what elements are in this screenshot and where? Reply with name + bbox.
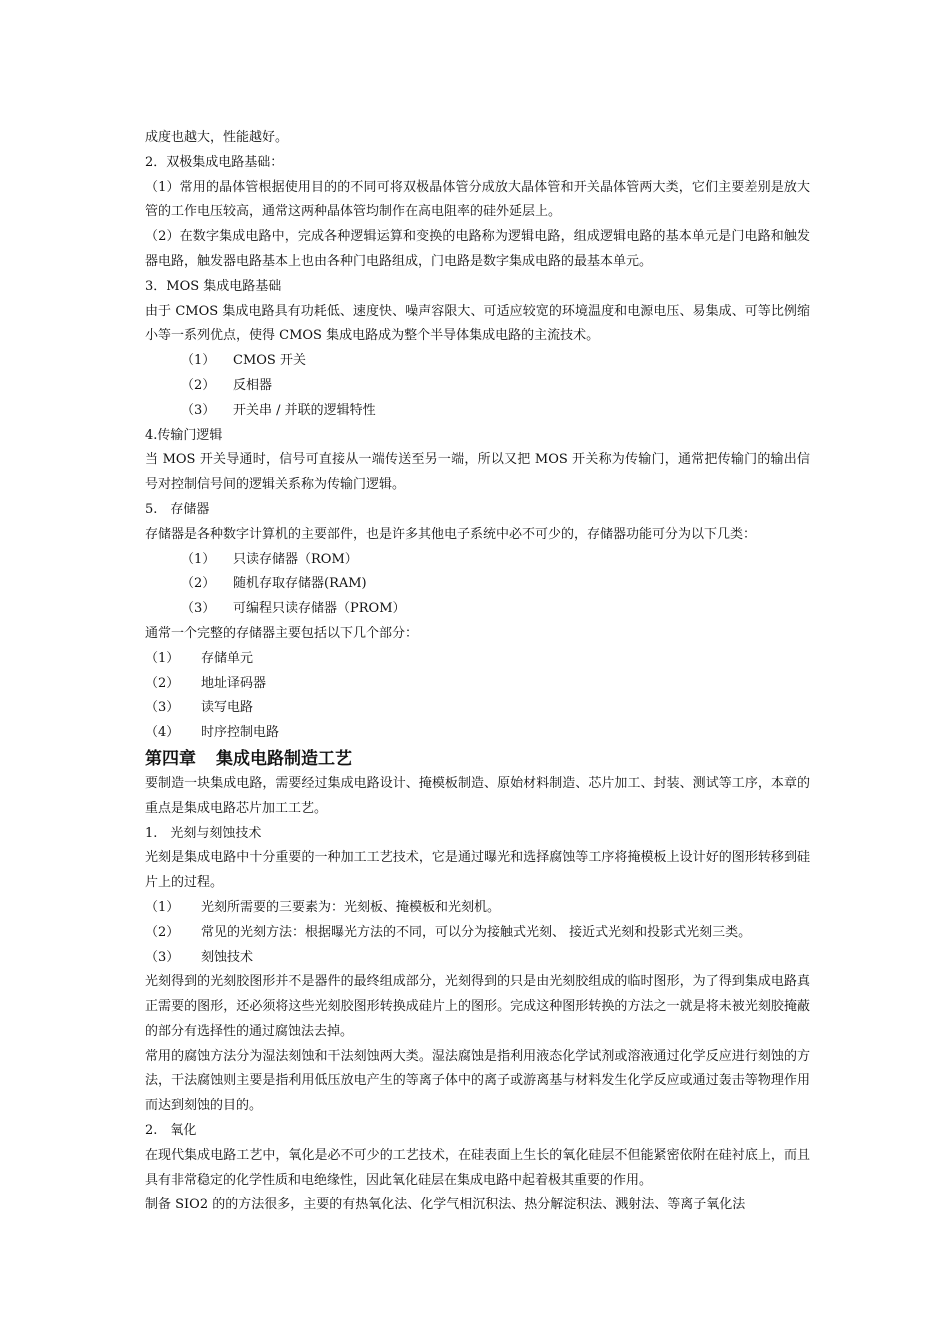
list-number: （2） — [145, 675, 180, 691]
list-number: （1） — [181, 353, 216, 369]
paragraph-continuation: 成度也越大，性能越好。 — [145, 130, 289, 145]
paragraph-etching-2: 常用的腐蚀方法分为湿法刻蚀和干法刻蚀两大类。湿法腐蚀是指利用液态化学试剂或溶液通过化学反应进行刻蚀的方法，干法腐蚀则主要是指利用低压放电产生的等离子体中的离子或游离基与材料发生化学反应或通过轰击等物理作用而达到刻蚀的目的。 — [145, 1048, 810, 1114]
list-item — [145, 374, 810, 399]
list-item — [145, 572, 810, 597]
list-item — [145, 597, 810, 622]
paragraph-bipolar-2: （2）在数字集成电路中，完成各种逻辑运算和变换的电路称为逻辑电路，组成逻辑电路的基本单元是门电路和触发器电路，触发器电路基本上也由各种门电路组成，门电路是数字集成电路的最基本单元。 — [145, 229, 810, 269]
paragraph-etching-1: 光刻得到的光刻胶图形并不是器件的最终组成部分，光刻得到的只是由光刻胶组成的临时图形，为了得到集成电路真正需要的图形，还必须将这些光刻胶图形转换成硅片上的图形。完成这种图形转换的方法之一就是将未被光刻胶掩蔽的部分有选择性的通过腐蚀法去掉。 — [145, 974, 810, 1039]
list-text: CMOS 开关 — [233, 353, 306, 369]
list-number: （2） — [181, 377, 216, 393]
list-number: （3） — [181, 601, 216, 617]
list-item — [145, 349, 810, 374]
list-text: 地址译码器 — [201, 675, 267, 691]
heading-transmission-gate: 4.传输门逻辑 — [145, 427, 223, 443]
list-text: 可编程只读存储器（PROM） — [233, 601, 406, 617]
list-text: 光刻所需要的三要素为：光刻板、掩模板和光刻机。 — [201, 899, 501, 915]
list-item — [145, 721, 810, 746]
list-text: 反相器 — [233, 377, 273, 393]
list-item — [145, 696, 810, 721]
paragraph-sio2: 制备 SIO2 的的方法很多，主要的有热氧化法、化学气相沉积法、热分解淀积法、溅射法、等离子氧化法 — [145, 1197, 746, 1213]
list-number: （3） — [181, 402, 216, 418]
list-item — [145, 921, 810, 946]
list-item — [145, 548, 810, 573]
heading-bipolar: 2．双极集成电路基础： — [145, 154, 284, 170]
list-text: 只读存储器（ROM） — [233, 551, 358, 567]
chapter-title: 集成电路制造工艺 — [216, 748, 352, 769]
list-text: 开关串 / 并联的逻辑特性 — [233, 402, 376, 418]
list-number: （2） — [145, 924, 180, 940]
document-body — [145, 126, 810, 1218]
list-number: （1） — [181, 551, 216, 567]
list-text: 刻蚀技术 — [201, 949, 254, 965]
heading-lithography: 1. 光刻与刻蚀技术 — [145, 825, 262, 841]
heading-oxidation: 2. 氧化 — [145, 1123, 197, 1139]
list-number: （1） — [145, 899, 180, 915]
list-text: 读写电路 — [201, 700, 254, 716]
paragraph-mos: 由于 CMOS 集成电路具有功耗低、速度快、噪声容限大、可适应较宽的环境温度和电源电压、易集成、可等比例缩小等一系列优点，使得 CMOS 集成电路成为整个半导体集成电路的主流技术。 — [145, 303, 810, 344]
chapter-heading — [145, 746, 810, 772]
paragraph-chapter-intro: 要制造一块集成电路，需要经过集成电路设计、掩模板制造、原始材料制造、芯片加工、封装、测试等工序，本章的重点是集成电路芯片加工工艺。 — [145, 775, 810, 816]
list-item — [145, 647, 810, 672]
list-item — [145, 672, 810, 697]
list-number: （2） — [181, 576, 216, 592]
list-text: 随机存取存储器(RAM) — [233, 576, 367, 592]
list-number: （3） — [145, 700, 180, 716]
list-number: （1） — [145, 650, 180, 666]
list-text: 常见的光刻方法：根据曝光方法的不同，可以分为接触式光刻、 接近式光刻和投影式光刻三类。 — [201, 924, 752, 940]
heading-mos: 3．MOS 集成电路基础 — [145, 278, 282, 294]
heading-memory: 5. 存储器 — [145, 501, 210, 517]
list-item — [145, 946, 810, 971]
paragraph-memory: 存储器是各种数字计算机的主要部件，也是许多其他电子系统中必不可少的，存储器功能可分为以下几类： — [145, 526, 757, 542]
paragraph-bipolar-1: （1）常用的晶体管根据使用目的的不同可将双极晶体管分成放大晶体管和开关晶体管两大类，它们主要差别是放大管的工作电压较高，通常这两种晶体管均制作在高电阻率的硅外延层上。 — [145, 179, 810, 220]
paragraph-lithography: 光刻是集成电路中十分重要的一种加工工艺技术，它是通过曝光和选择腐蚀等工序将掩模板上设计好的图形转移到硅片上的过程。 — [145, 850, 810, 891]
paragraph-memory-parts: 通常一个完整的存储器主要包括以下几个部分： — [145, 625, 419, 641]
paragraph-oxidation: 在现代集成电路工艺中，氧化是必不可少的工艺技术，在硅表面上生长的氧化硅层不但能紧密依附在硅衬底上，而且具有非常稳定的化学性质和电绝缘性，因此氧化硅层在集成电路中起着极其重要的作用。 — [145, 1147, 810, 1188]
chapter-number: 第四章 — [145, 748, 196, 769]
list-number: （4） — [145, 725, 180, 741]
paragraph-transmission-gate: 当 MOS 开关导通时，信号可直接从一端传送至另一端，所以又把 MOS 开关称为传输门，通常把传输门的输出信号对控制信号间的逻辑关系称为传输门逻辑。 — [145, 452, 810, 493]
list-number: （3） — [145, 949, 180, 965]
list-item — [145, 399, 810, 424]
list-text: 存储单元 — [201, 650, 254, 666]
list-item — [145, 896, 810, 921]
list-text: 时序控制电路 — [201, 725, 280, 741]
